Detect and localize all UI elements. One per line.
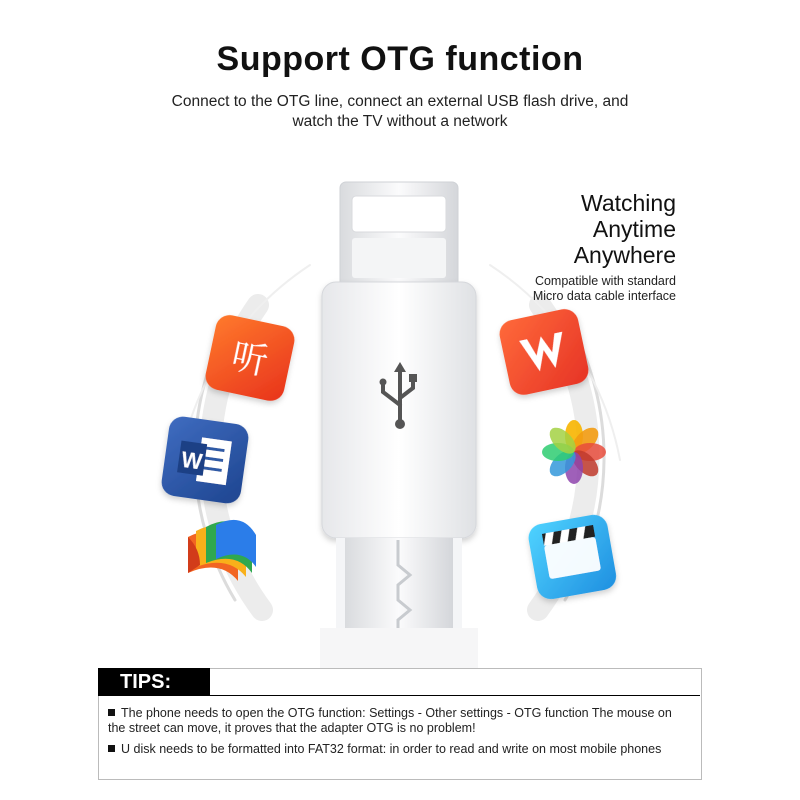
- feature-callout: [533, 190, 676, 304]
- wps-office-app-icon: [497, 307, 591, 398]
- clips-app-icon: [526, 513, 618, 602]
- tip-text-2: U disk needs to be formatted into FAT32 format: in order to read and write on most mobile phones: [121, 742, 662, 756]
- photos-app-icon: [542, 420, 606, 484]
- tip-text-1: The phone needs to open the OTG function: Settings - Other settings - OTG function The mouse on the street can move, it proves that the adapter OTG is no problem!: [108, 706, 672, 735]
- bullet-icon: [108, 745, 115, 752]
- lightning-plug: [340, 182, 458, 294]
- tips-label: TIPS:: [120, 671, 172, 693]
- callout-line-3: Anywhere: [573, 242, 676, 268]
- callout-line-2: Anytime: [592, 216, 676, 242]
- word-app-icon: [160, 415, 250, 505]
- tips-banner: [98, 668, 210, 696]
- cards-app-icon: [188, 520, 256, 581]
- tip-item-1: [108, 706, 688, 736]
- music-app-icon: [203, 313, 297, 404]
- micro-usb-plug: [320, 538, 478, 668]
- callout-note-1: Compatible with standard: [534, 274, 676, 288]
- tip-item-2: [108, 742, 688, 757]
- page-title: Support OTG function: [216, 40, 584, 78]
- music-app-label: 听: [227, 335, 272, 384]
- callout-line-1: Watching: [580, 190, 676, 216]
- tips-divider: [210, 695, 700, 696]
- callout-note-2: Micro data cable interface: [532, 289, 676, 303]
- word-app-label: W: [179, 446, 204, 475]
- bullet-icon: [108, 709, 115, 716]
- page-subtitle: Connect to the OTG line, connect an external USB flash drive, and watch the TV without a network: [171, 93, 629, 130]
